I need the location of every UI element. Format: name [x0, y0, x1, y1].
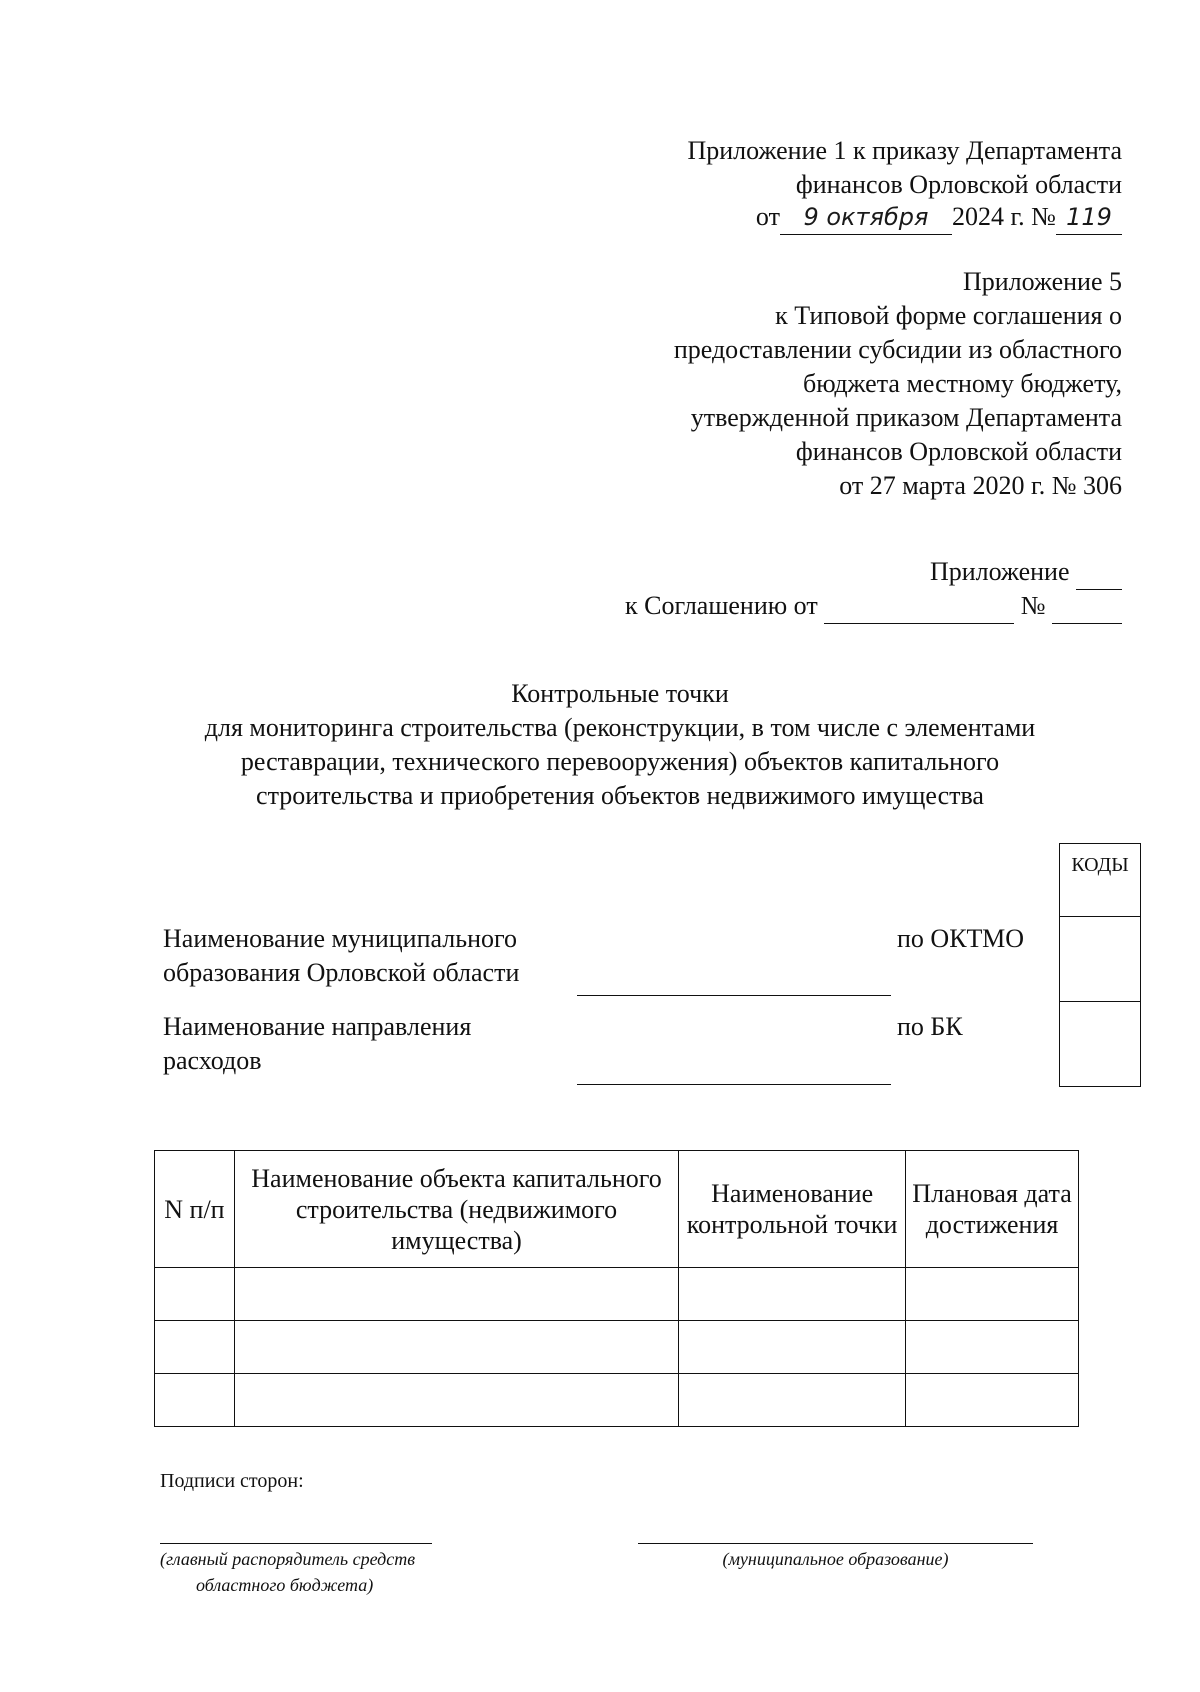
column-header-control-point: Наименование контрольной точки — [679, 1151, 906, 1268]
agreement-number-label: № — [1020, 591, 1046, 620]
oktmo-label: по ОКТМО — [897, 924, 1024, 953]
appendix5-line: к Типовой форме соглашения о — [775, 301, 1122, 330]
right-signature-line[interactable] — [638, 1543, 1033, 1544]
agreement-date-label: к Соглашению от — [625, 591, 818, 620]
left-signature-caption-line: (главный распорядитель средств — [160, 1549, 416, 1569]
left-signature-line[interactable] — [160, 1543, 432, 1544]
document-title — [150, 677, 1090, 813]
typical-form-appendix — [422, 265, 1122, 503]
table-cell[interactable] — [234, 1374, 678, 1427]
column-header-number: N п/п — [155, 1151, 235, 1268]
appendix5-line: Приложение 5 — [962, 267, 1122, 296]
table-row — [155, 1268, 1079, 1321]
table-cell[interactable] — [155, 1374, 235, 1427]
appendix5-line: утвержденной приказом Департамента — [690, 403, 1122, 432]
title-line: для мониторинга строительства (реконструкции, в том числе с элементами — [204, 713, 1036, 742]
title-line: реставрации, технического перевооружения) объектов капитального — [240, 747, 1000, 776]
column-header-object-name: Наименование объекта капитального строительства (недвижимого имущества) — [234, 1151, 678, 1268]
appendix5-line: от 27 марта 2020 г. № 306 — [839, 471, 1122, 500]
order-appendix-line1: Приложение 1 к приказу Департамента — [687, 136, 1122, 165]
order-date-line — [756, 200, 1122, 235]
table-header-row — [155, 1151, 1079, 1268]
expense-direction-label — [163, 1010, 471, 1078]
table-cell[interactable] — [906, 1374, 1079, 1427]
table-cell[interactable] — [679, 1268, 906, 1321]
table-cell[interactable] — [679, 1374, 906, 1427]
handwritten-number: 119 — [1056, 200, 1122, 235]
right-signature-caption: (муниципальное образование) — [722, 1549, 949, 1569]
municipality-label — [163, 922, 519, 990]
table-cell[interactable] — [906, 1321, 1079, 1374]
agreement-appendix-label: Приложение — [929, 557, 1070, 586]
agreement-number-field[interactable] — [1052, 589, 1122, 624]
municipality-label-line: Наименование муниципального — [163, 924, 518, 953]
expense-direction-label-line: расходов — [163, 1046, 262, 1075]
expense-direction-label-line: Наименование направления — [163, 1012, 472, 1041]
order-appendix-line2: финансов Орловской области — [795, 170, 1122, 199]
agreement-appendix-line2 — [625, 589, 1122, 624]
bk-code-cell[interactable] — [1060, 1001, 1140, 1086]
table-cell[interactable] — [155, 1321, 235, 1374]
expense-direction-field[interactable] — [577, 1084, 891, 1085]
date-prefix: от — [755, 202, 780, 231]
oktmo-code-cell[interactable] — [1060, 916, 1140, 1001]
appendix-number-field[interactable] — [1076, 555, 1122, 590]
table-cell[interactable] — [679, 1321, 906, 1374]
table-cell[interactable] — [155, 1268, 235, 1321]
table-cell[interactable] — [234, 1321, 678, 1374]
agreement-date-field[interactable] — [824, 589, 1014, 624]
codes-box — [1059, 843, 1141, 1087]
title-line: Контрольные точки — [511, 679, 729, 708]
date-year: 2024 г. № — [951, 202, 1056, 231]
left-signature-caption-line: областного бюджета) — [196, 1575, 374, 1595]
left-signature-caption — [160, 1546, 415, 1598]
control-points-table — [154, 1150, 1079, 1427]
signatures-label: Подписи сторон: — [160, 1470, 304, 1492]
appendix5-line: бюджета местному бюджету, — [803, 369, 1122, 398]
table-row — [155, 1321, 1079, 1374]
appendix5-line: финансов Орловской области — [795, 437, 1122, 466]
title-line: строительства и приобретения объектов недвижимого имущества — [256, 781, 984, 810]
table-cell[interactable] — [234, 1268, 678, 1321]
column-header-planned-date: Плановая дата достижения — [906, 1151, 1079, 1268]
codes-header: КОДЫ — [1071, 854, 1129, 876]
table-row — [155, 1374, 1079, 1427]
municipality-label-line: образования Орловской области — [163, 958, 520, 987]
bk-label: по БК — [897, 1012, 963, 1041]
municipality-field[interactable] — [577, 995, 891, 996]
table-cell[interactable] — [906, 1268, 1079, 1321]
appendix5-line: предоставлении субсидии из областного — [673, 335, 1122, 364]
handwritten-date: 9 октября — [780, 200, 952, 235]
agreement-appendix-line1 — [930, 555, 1122, 590]
